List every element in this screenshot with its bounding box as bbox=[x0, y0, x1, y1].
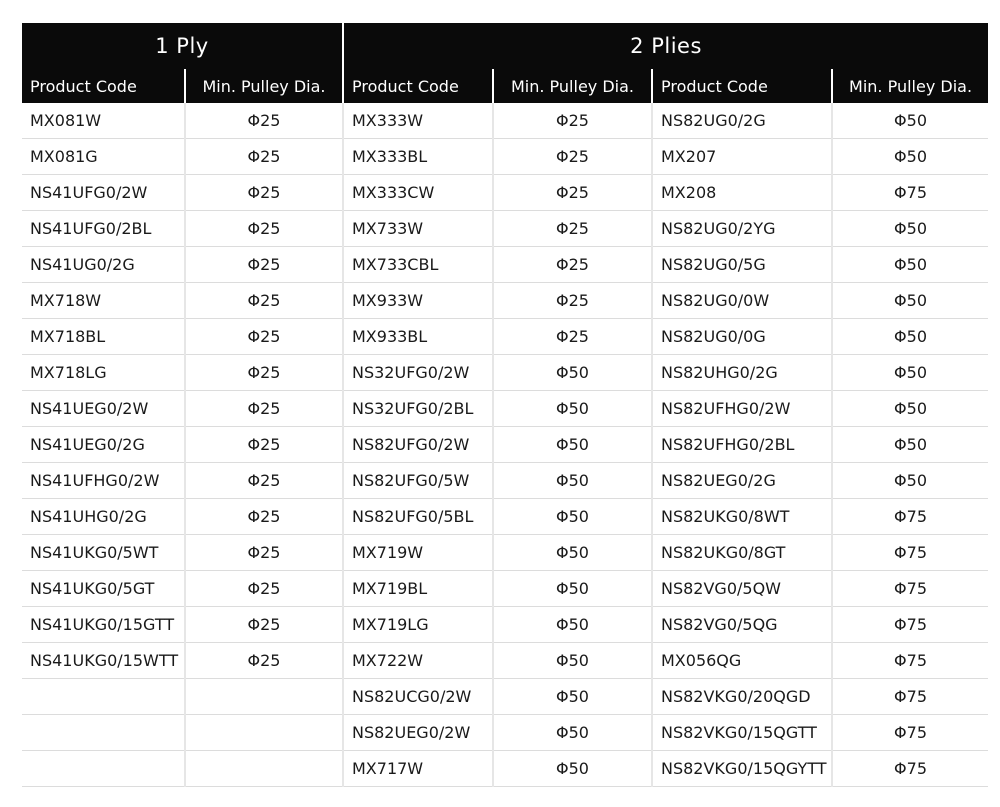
table-row bbox=[22, 751, 988, 787]
product-code-cell: NS32UFG0/2W bbox=[343, 355, 493, 391]
product-code-cell: NS82UG0/0G bbox=[652, 319, 832, 355]
min-pulley-cell: Φ50 bbox=[832, 463, 988, 499]
col-header-min-pulley: Min. Pulley Dia. bbox=[185, 69, 343, 103]
product-code-cell: MX718LG bbox=[22, 355, 185, 391]
product-code-cell: NS82UFHG0/2W bbox=[652, 391, 832, 427]
product-code-cell: NS82UHG0/2G bbox=[652, 355, 832, 391]
table-row bbox=[22, 247, 988, 283]
product-code-cell: MX733W bbox=[343, 211, 493, 247]
min-pulley-cell: Φ25 bbox=[185, 283, 343, 319]
table-row bbox=[22, 211, 988, 247]
product-code-cell: MX933W bbox=[343, 283, 493, 319]
min-pulley-cell bbox=[185, 751, 343, 787]
product-code-cell: NS82UKG0/8GT bbox=[652, 535, 832, 571]
min-pulley-cell: Φ75 bbox=[832, 571, 988, 607]
product-code-cell: NS82UKG0/8WT bbox=[652, 499, 832, 535]
min-pulley-cell: Φ50 bbox=[832, 391, 988, 427]
col-header-product-code: Product Code bbox=[22, 69, 185, 103]
table-row bbox=[22, 355, 988, 391]
min-pulley-cell: Φ25 bbox=[493, 139, 652, 175]
product-code-cell: NS82UEG0/2G bbox=[652, 463, 832, 499]
table-row bbox=[22, 607, 988, 643]
min-pulley-cell: Φ25 bbox=[493, 319, 652, 355]
product-code-cell: NS41UKG0/5GT bbox=[22, 571, 185, 607]
table-row bbox=[22, 283, 988, 319]
min-pulley-cell: Φ50 bbox=[832, 427, 988, 463]
min-pulley-cell: Φ25 bbox=[185, 607, 343, 643]
col-header-product-code: Product Code bbox=[652, 69, 832, 103]
product-code-cell: MX718BL bbox=[22, 319, 185, 355]
min-pulley-cell: Φ25 bbox=[185, 643, 343, 679]
min-pulley-cell: Φ25 bbox=[185, 355, 343, 391]
product-code-cell: MX733CBL bbox=[343, 247, 493, 283]
min-pulley-cell: Φ25 bbox=[185, 535, 343, 571]
product-code-cell: NS82UFG0/5W bbox=[343, 463, 493, 499]
product-code-cell: MX333W bbox=[343, 103, 493, 139]
min-pulley-cell bbox=[185, 715, 343, 751]
product-code-cell: MX719LG bbox=[343, 607, 493, 643]
product-code-cell: NS82UG0/0W bbox=[652, 283, 832, 319]
product-code-cell: MX933BL bbox=[343, 319, 493, 355]
table-row bbox=[22, 571, 988, 607]
min-pulley-cell: Φ50 bbox=[832, 139, 988, 175]
product-code-cell: NS41UHG0/2G bbox=[22, 499, 185, 535]
table-row bbox=[22, 679, 988, 715]
group-header-1-ply: 1 Ply bbox=[22, 23, 343, 69]
product-code-cell: NS82UG0/2G bbox=[652, 103, 832, 139]
product-code-cell: NS41UFHG0/2W bbox=[22, 463, 185, 499]
product-code-cell: MX719BL bbox=[343, 571, 493, 607]
min-pulley-cell: Φ50 bbox=[832, 355, 988, 391]
product-code-cell: NS82UFHG0/2BL bbox=[652, 427, 832, 463]
min-pulley-cell: Φ25 bbox=[185, 175, 343, 211]
table-row bbox=[22, 427, 988, 463]
min-pulley-cell: Φ25 bbox=[185, 139, 343, 175]
min-pulley-cell: Φ50 bbox=[493, 679, 652, 715]
col-header-min-pulley: Min. Pulley Dia. bbox=[832, 69, 988, 103]
min-pulley-cell: Φ50 bbox=[493, 643, 652, 679]
min-pulley-cell: Φ75 bbox=[832, 175, 988, 211]
min-pulley-cell: Φ75 bbox=[832, 679, 988, 715]
min-pulley-cell: Φ25 bbox=[185, 391, 343, 427]
min-pulley-cell: Φ75 bbox=[832, 751, 988, 787]
min-pulley-cell: Φ50 bbox=[493, 571, 652, 607]
product-code-cell bbox=[22, 715, 185, 751]
min-pulley-cell: Φ25 bbox=[493, 247, 652, 283]
min-pulley-cell: Φ50 bbox=[493, 751, 652, 787]
min-pulley-cell: Φ25 bbox=[185, 463, 343, 499]
product-code-cell: NS82VKG0/15QGTT bbox=[652, 715, 832, 751]
min-pulley-cell: Φ50 bbox=[493, 463, 652, 499]
table-row bbox=[22, 391, 988, 427]
min-pulley-cell: Φ25 bbox=[185, 427, 343, 463]
product-code-cell: NS32UFG0/2BL bbox=[343, 391, 493, 427]
min-pulley-cell: Φ25 bbox=[185, 247, 343, 283]
product-code-cell: NS82UEG0/2W bbox=[343, 715, 493, 751]
product-code-cell: MX081W bbox=[22, 103, 185, 139]
min-pulley-cell: Φ25 bbox=[185, 319, 343, 355]
product-code-cell: NS82UG0/2YG bbox=[652, 211, 832, 247]
min-pulley-cell: Φ25 bbox=[185, 103, 343, 139]
min-pulley-cell: Φ25 bbox=[185, 499, 343, 535]
min-pulley-cell: Φ50 bbox=[832, 247, 988, 283]
product-code-cell: MX056QG bbox=[652, 643, 832, 679]
product-code-cell: NS82UFG0/2W bbox=[343, 427, 493, 463]
table-row bbox=[22, 139, 988, 175]
min-pulley-cell: Φ50 bbox=[493, 607, 652, 643]
product-code-cell: MX081G bbox=[22, 139, 185, 175]
product-code-cell: MX333CW bbox=[343, 175, 493, 211]
min-pulley-cell: Φ50 bbox=[493, 715, 652, 751]
min-pulley-cell: Φ25 bbox=[493, 103, 652, 139]
product-code-cell: MX717W bbox=[343, 751, 493, 787]
pulley-table bbox=[22, 23, 988, 787]
product-code-cell: MX718W bbox=[22, 283, 185, 319]
product-code-cell: NS41UEG0/2G bbox=[22, 427, 185, 463]
table-body bbox=[22, 103, 988, 787]
min-pulley-cell: Φ75 bbox=[832, 643, 988, 679]
min-pulley-cell: Φ25 bbox=[493, 211, 652, 247]
product-code-cell: NS41UKG0/15WTT bbox=[22, 643, 185, 679]
product-code-cell: NS41UFG0/2BL bbox=[22, 211, 185, 247]
product-code-cell: MX722W bbox=[343, 643, 493, 679]
product-code-cell: NS82VKG0/15QGYTT bbox=[652, 751, 832, 787]
table-row bbox=[22, 535, 988, 571]
table-row bbox=[22, 643, 988, 679]
table-row bbox=[22, 319, 988, 355]
product-code-cell: NS41UFG0/2W bbox=[22, 175, 185, 211]
min-pulley-cell: Φ25 bbox=[185, 571, 343, 607]
table-row bbox=[22, 175, 988, 211]
min-pulley-cell: Φ75 bbox=[832, 715, 988, 751]
product-code-cell: NS41UKG0/15GTT bbox=[22, 607, 185, 643]
group-header-2-plies: 2 Plies bbox=[343, 23, 988, 69]
product-code-cell bbox=[22, 751, 185, 787]
product-code-cell: NS41UG0/2G bbox=[22, 247, 185, 283]
product-code-cell: NS82UG0/5G bbox=[652, 247, 832, 283]
min-pulley-cell: Φ50 bbox=[832, 319, 988, 355]
min-pulley-cell: Φ50 bbox=[493, 427, 652, 463]
min-pulley-cell: Φ50 bbox=[832, 103, 988, 139]
product-code-cell: MX208 bbox=[652, 175, 832, 211]
product-code-cell: NS41UKG0/5WT bbox=[22, 535, 185, 571]
min-pulley-cell: Φ75 bbox=[832, 607, 988, 643]
col-header-product-code: Product Code bbox=[343, 69, 493, 103]
min-pulley-cell: Φ25 bbox=[493, 175, 652, 211]
product-code-cell: NS82VKG0/20QGD bbox=[652, 679, 832, 715]
product-code-cell: NS82UFG0/5BL bbox=[343, 499, 493, 535]
product-code-cell bbox=[22, 679, 185, 715]
min-pulley-cell: Φ75 bbox=[832, 535, 988, 571]
min-pulley-cell: Φ50 bbox=[832, 283, 988, 319]
min-pulley-cell bbox=[185, 679, 343, 715]
min-pulley-cell: Φ50 bbox=[493, 355, 652, 391]
product-code-cell: NS82VG0/5QG bbox=[652, 607, 832, 643]
min-pulley-cell: Φ75 bbox=[832, 499, 988, 535]
table-row bbox=[22, 463, 988, 499]
table-row bbox=[22, 103, 988, 139]
min-pulley-cell: Φ25 bbox=[185, 211, 343, 247]
table-row bbox=[22, 715, 988, 751]
product-code-cell: MX333BL bbox=[343, 139, 493, 175]
table-row bbox=[22, 499, 988, 535]
product-code-cell: MX719W bbox=[343, 535, 493, 571]
min-pulley-cell: Φ50 bbox=[832, 211, 988, 247]
product-code-cell: NS82VG0/5QW bbox=[652, 571, 832, 607]
min-pulley-cell: Φ50 bbox=[493, 391, 652, 427]
product-code-cell: NS82UCG0/2W bbox=[343, 679, 493, 715]
product-code-cell: NS41UEG0/2W bbox=[22, 391, 185, 427]
min-pulley-cell: Φ50 bbox=[493, 499, 652, 535]
product-code-cell: MX207 bbox=[652, 139, 832, 175]
min-pulley-cell: Φ25 bbox=[493, 283, 652, 319]
min-pulley-cell: Φ50 bbox=[493, 535, 652, 571]
col-header-min-pulley: Min. Pulley Dia. bbox=[493, 69, 652, 103]
